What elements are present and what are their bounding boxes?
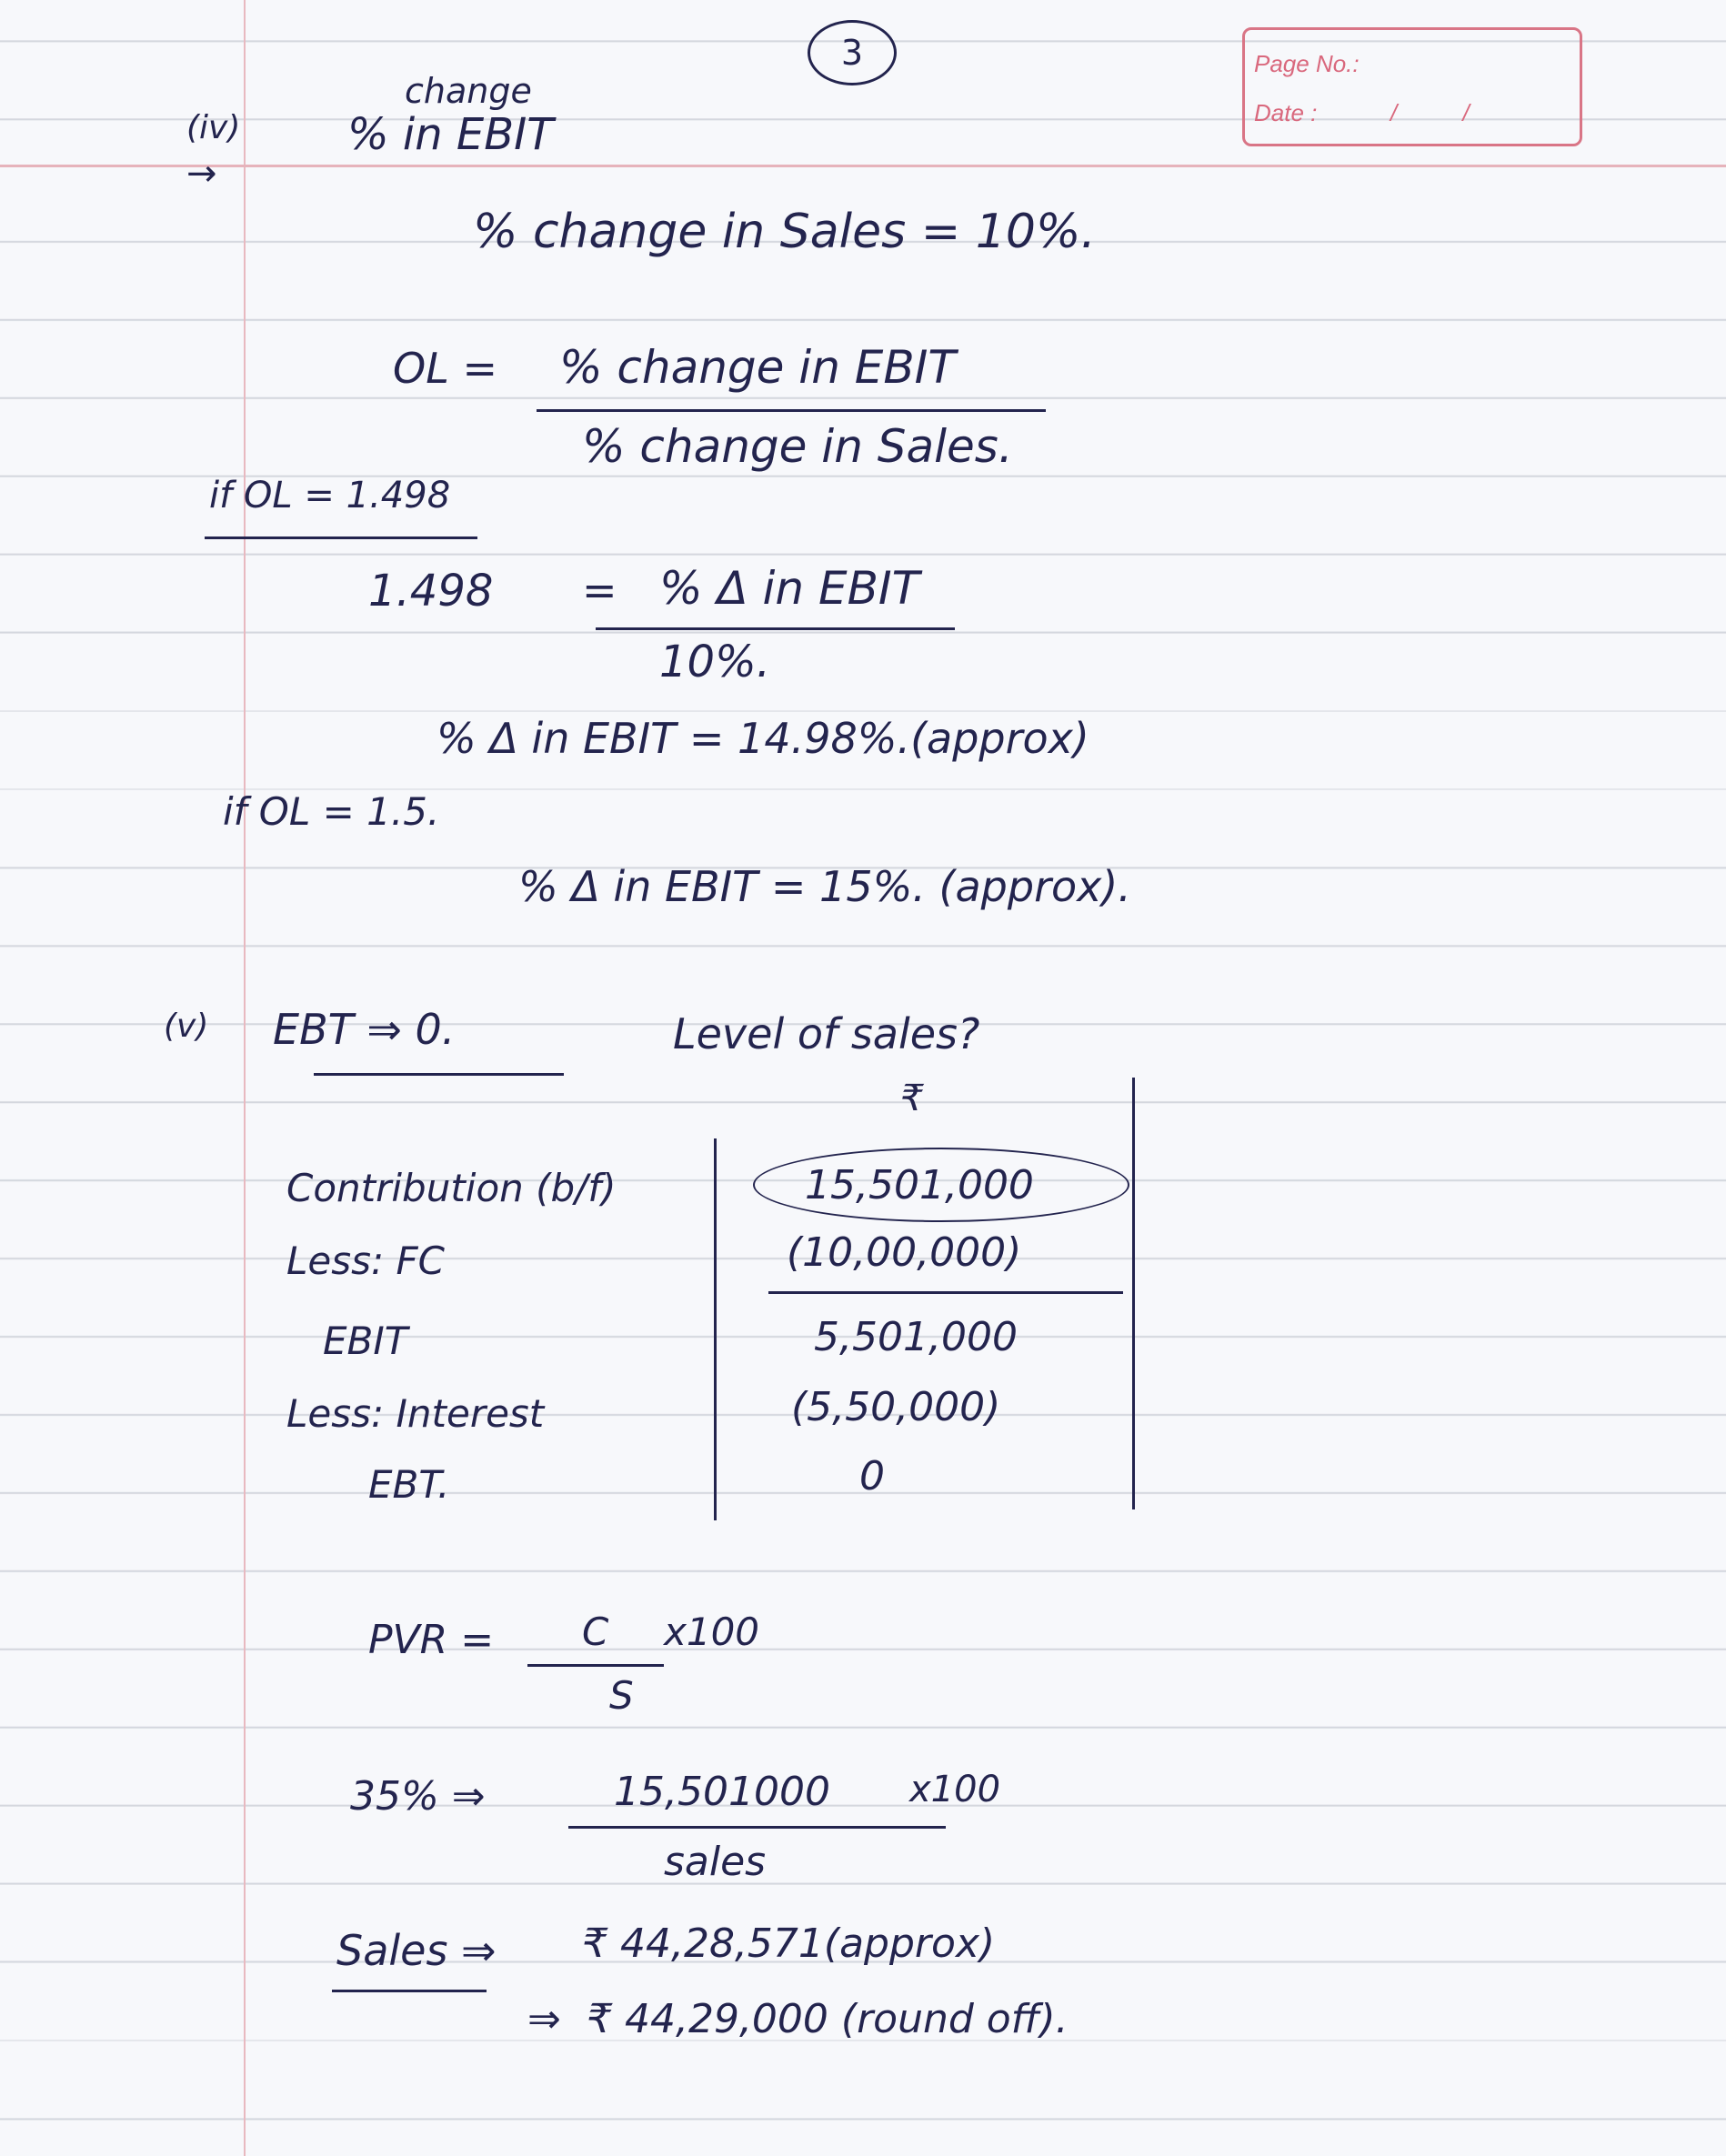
sales-lhs: Sales ⇒ <box>336 1926 497 1975</box>
sales-change-line: % change in Sales = 10%. <box>473 205 1096 259</box>
part5-title-underline <box>314 1073 564 1076</box>
sales-final-arrow: ⇒ <box>527 1996 561 2042</box>
step-numerator: 15,501000 <box>614 1769 830 1815</box>
table-left-border <box>714 1138 717 1520</box>
arrow-icon: → <box>186 153 217 195</box>
part5-title: EBT ⇒ 0. <box>273 1005 456 1054</box>
ol-fraction-bar <box>537 409 1046 412</box>
pvr-denominator: S <box>609 1673 634 1718</box>
step-fraction-bar <box>568 1826 946 1829</box>
row-value-fc: (10,00,000) <box>787 1229 1022 1276</box>
case1-result: % Δ in EBIT = 14.98%.(approx) <box>437 714 1089 763</box>
page-date-box <box>1242 27 1582 146</box>
part5-question: Level of sales? <box>673 1009 980 1058</box>
row-label-fc: Less: FC <box>286 1238 445 1283</box>
case1-lhs: 1.498 <box>368 566 494 617</box>
sales-final: ₹ 44,29,000 (round off). <box>587 1996 1069 2042</box>
row-value-ebit: 5,501,000 <box>814 1314 1018 1360</box>
case1-fraction-bar <box>596 627 955 630</box>
case1-eq: = <box>582 566 617 615</box>
part4-title: % in EBIT <box>347 109 554 160</box>
sales-lhs-underline <box>332 1990 487 1992</box>
header-rule <box>0 165 1726 167</box>
page-no-label: Page No.: <box>1254 50 1360 77</box>
step-lhs: 35% ⇒ <box>350 1773 486 1820</box>
margin-line <box>244 0 246 2156</box>
subtotal-rule <box>768 1291 1123 1294</box>
part4-marker: (iv) <box>186 109 241 146</box>
case1-denominator: 10%. <box>659 637 770 687</box>
pvr-numerator: C <box>582 1609 609 1654</box>
row-value-contribution: 15,501,000 <box>805 1162 1034 1208</box>
currency-header: ₹ <box>900 1078 924 1119</box>
part5-marker: (v) <box>164 1008 209 1045</box>
case1-condition: if OL = 1.498 <box>209 475 451 516</box>
date-label: Date : <box>1254 99 1318 126</box>
case1-underline <box>205 536 477 539</box>
sales-value: ₹ 44,28,571(approx) <box>582 1920 996 1967</box>
row-value-ebt: 0 <box>859 1453 885 1499</box>
row-label-contribution: Contribution (b/f) <box>286 1166 617 1210</box>
step-denominator: sales <box>664 1839 767 1885</box>
ol-denominator: % change in Sales. <box>582 420 1013 473</box>
part4-title-top: change <box>405 71 532 111</box>
row-label-ebt: EBT. <box>368 1462 450 1507</box>
row-value-interest: (5,50,000) <box>791 1384 1001 1430</box>
pvr-times: x100 <box>664 1609 760 1654</box>
case2-condition: if OL = 1.5. <box>223 789 440 834</box>
case1-numerator: % Δ in EBIT <box>659 562 920 615</box>
ol-numerator: % change in EBIT <box>559 341 956 394</box>
page-number-circle <box>808 20 897 85</box>
row-label-interest: Less: Interest <box>286 1391 545 1436</box>
case2-result: % Δ in EBIT = 15%. (approx). <box>518 862 1131 911</box>
pvr-lhs: PVR = <box>368 1617 495 1663</box>
row-label-ebit: EBIT <box>323 1319 408 1363</box>
date-value: / / <box>1390 99 1470 126</box>
page-number: 3 <box>840 33 864 73</box>
table-right-border <box>1132 1078 1135 1509</box>
ol-lhs: OL = <box>393 344 497 393</box>
pvr-fraction-bar <box>527 1664 664 1667</box>
step-times: x100 <box>909 1769 1001 1810</box>
